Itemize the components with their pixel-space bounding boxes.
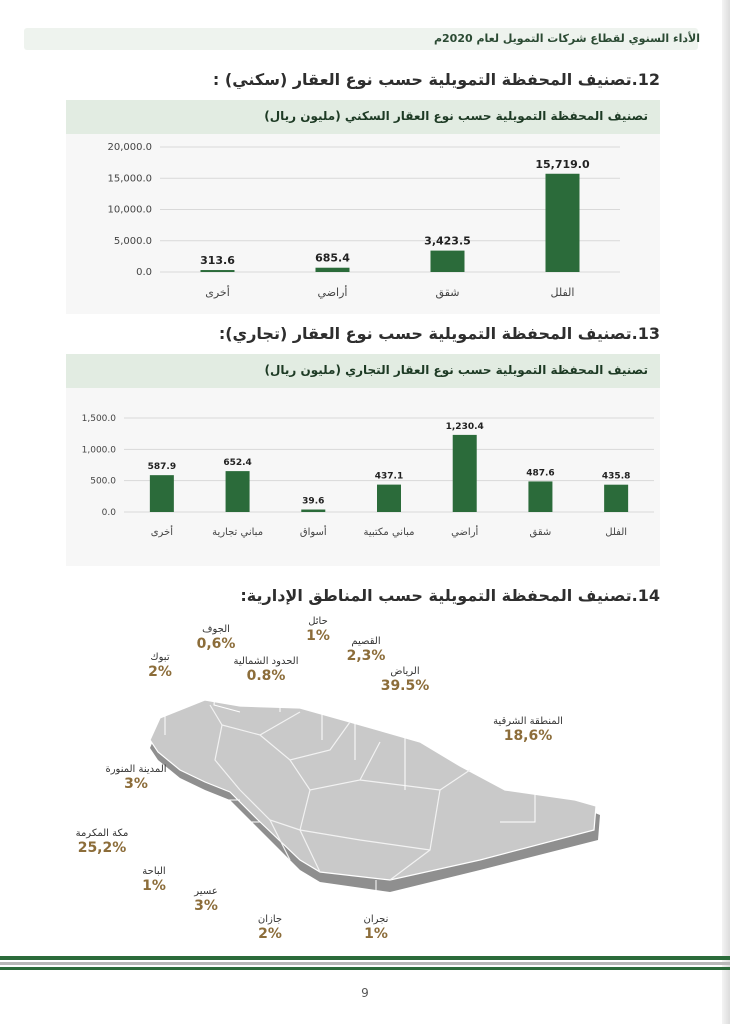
region-value: 1% — [306, 628, 330, 644]
residential-chart-panel — [66, 100, 660, 314]
data-label: 685.4 — [315, 251, 350, 265]
bar — [546, 174, 580, 272]
region-label — [100, 652, 220, 680]
region-label — [316, 914, 436, 942]
x-tick-label: أسواق — [299, 527, 327, 538]
data-label: 313.6 — [200, 254, 235, 268]
y-tick-label: 10,000.0 — [107, 204, 152, 216]
commercial-chart-panel — [66, 354, 660, 566]
bar — [226, 471, 250, 512]
data-label: 437.1 — [374, 471, 404, 482]
data-label: 487.6 — [526, 468, 555, 479]
region-name: الحدود الشمالية — [233, 656, 299, 667]
y-tick-label: 1,500.0 — [81, 414, 116, 424]
region-value: 18,6% — [503, 728, 553, 744]
region-name: تبوك — [150, 652, 170, 663]
bar — [316, 268, 350, 272]
commercial-chart-title: تصنيف المحفظة التمويلية حسب نوع العقار التجاري (مليون ريال) — [264, 363, 648, 377]
x-tick-label: أراضي — [317, 286, 348, 299]
region-name: جازان — [257, 914, 283, 925]
region-value: 2,3% — [346, 648, 386, 664]
bar — [201, 270, 235, 272]
region-label — [42, 828, 162, 856]
region-label — [306, 636, 426, 664]
residential-bar-chart — [66, 100, 660, 314]
region-name: الباحة — [142, 866, 166, 877]
region-name: المنطقة الشرقية — [493, 716, 563, 727]
region-value: 1% — [364, 926, 388, 942]
x-tick-label: مباني تجارية — [212, 527, 264, 538]
region-label — [468, 716, 588, 744]
region-label — [76, 764, 196, 792]
region-value: 2% — [148, 664, 172, 680]
section-14-title: 14.تصنيف المحفظة التمويلية حسب المناطق الإدارية: — [240, 586, 660, 605]
y-tick-label: 5,000.0 — [113, 235, 152, 247]
footer-stripes — [0, 956, 730, 976]
data-label: 435.8 — [601, 471, 631, 482]
region-name: المدينة المنورة — [105, 764, 167, 775]
header-title: الأداء السنوي لقطاع شركات التمويل لعام 2020م — [433, 32, 700, 45]
region-value: 0,6% — [196, 636, 236, 652]
x-tick-label: أخرى — [150, 527, 174, 538]
region-label — [146, 886, 266, 914]
region-name: مكة المكرمة — [75, 828, 129, 839]
region-value: 3% — [194, 898, 218, 914]
commercial-bar-chart — [66, 354, 660, 566]
bar — [604, 485, 628, 512]
y-tick-label: 0.0 — [136, 267, 152, 278]
x-tick-label: مباني مكتبية — [363, 527, 415, 538]
data-label: 39.6 — [302, 496, 325, 507]
x-tick-label: شقق — [435, 286, 460, 299]
data-label: 652.4 — [223, 458, 252, 469]
region-name: حائل — [308, 616, 328, 627]
region-value: 25,2% — [77, 840, 127, 856]
region-name: الجوف — [202, 624, 230, 635]
bar — [150, 475, 174, 512]
region-value: 1% — [142, 878, 166, 894]
region-name: الرياض — [390, 666, 420, 677]
region-value: 2% — [258, 926, 282, 942]
bar — [377, 485, 401, 512]
region-value: 39.5% — [380, 678, 430, 694]
region-label — [210, 914, 330, 942]
residential-chart-title: تصنيف المحفظة التمويلية حسب نوع العقار السكني (مليون ريال) — [264, 109, 648, 123]
bar — [453, 435, 477, 512]
data-label: 587.9 — [147, 462, 177, 473]
bar — [431, 251, 465, 272]
region-label — [345, 666, 465, 694]
section-13-title: 13.تصنيف المحفظة التمويلية حسب نوع العقار (تجاري): — [218, 324, 660, 343]
region-value: 3% — [124, 776, 148, 792]
data-label: 15,719.0 — [535, 157, 590, 171]
region-value: 0.8% — [246, 668, 286, 684]
region-name: عسير — [194, 886, 218, 897]
x-tick-label: الفلل — [605, 527, 628, 538]
x-tick-label: أراضي — [451, 527, 479, 538]
bar — [301, 510, 325, 512]
region-name: نجران — [363, 914, 389, 925]
x-tick-label: شقق — [529, 527, 552, 538]
x-tick-label: الفلل — [550, 286, 575, 299]
page-number: 9 — [361, 986, 369, 1000]
y-tick-label: 20,000.0 — [107, 142, 152, 153]
y-tick-label: 0.0 — [101, 508, 116, 518]
data-label: 3,423.5 — [424, 234, 471, 248]
x-tick-label: أخرى — [205, 286, 230, 299]
y-tick-label: 1,000.0 — [81, 445, 116, 456]
region-name: القصيم — [351, 636, 381, 647]
data-label: 1,230.4 — [445, 421, 484, 432]
section-12-title: 12.تصنيف المحفظة التمويلية حسب نوع العقار (سكني) : — [212, 70, 660, 89]
y-tick-label: 15,000.0 — [107, 173, 152, 185]
bar — [528, 481, 552, 512]
y-tick-label: 500.0 — [90, 476, 116, 487]
